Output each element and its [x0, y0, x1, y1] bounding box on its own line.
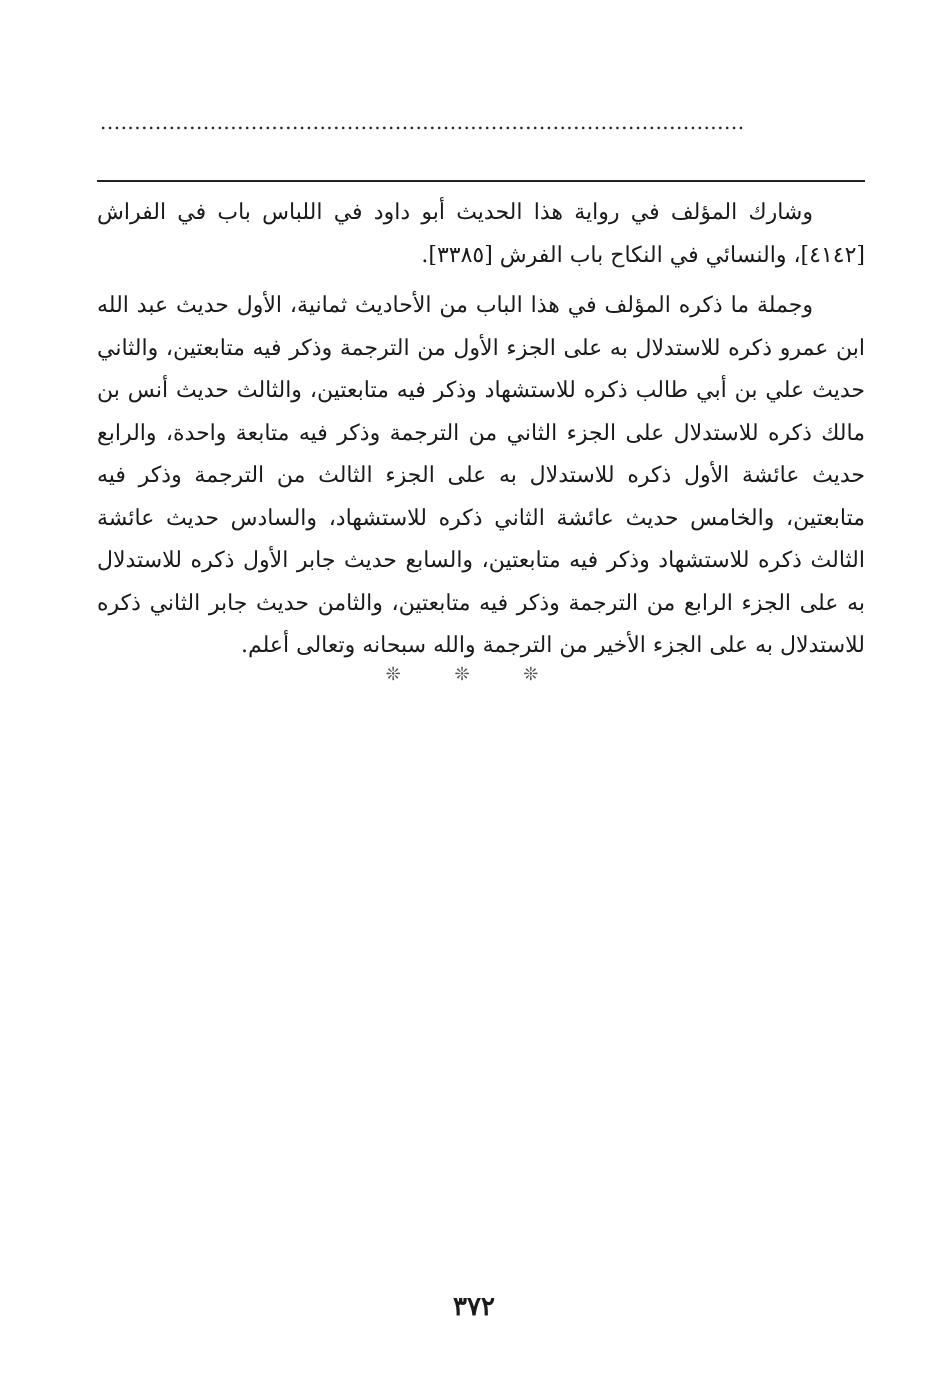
paragraph-2: وجملة ما ذكره المؤلف في هذا الباب من الأحاديث ثمانية، الأول حديث عبد الله ابن عمرو ذكره للاستدلال به على الجزء الأول من الترجمة وذكر فيه متابعتين، والثاني حديث علي بن أبي طالب ذكره للاستشهاد وذكر فيه متابعتين، والثالث حديث أنس بن مالك ذكره للاستدلال على الجزء الثاني من الترجمة وذكر فيه متابعة واحدة، والرابع حديث عائشة الأول ذكره للاستدلال به على الجزء الثالث من الترجمة وذكر فيه متابعتين، والخامس حديث عائشة الثاني ذكره للاستشهاد، والسادس حديث عائشة الثالث ذكره للاستشهاد وذكر فيه متابعتين، والسابع حديث جابر الأول ذكره للاستدلال به على الجزء الرابع من الترجمة وذكر فيه متابعتين، والثامن حديث جابر الثاني ذكره للاستدلال به على الجزء الأخير من الترجمة والله سبحانه وتعالى أعلم.: [97, 293, 865, 658]
horizontal-rule: [97, 180, 865, 182]
leader-dots: ..............................................................................................: [100, 112, 745, 132]
section-separator: ❊ ❊ ❊: [385, 664, 563, 685]
main-text: [97, 192, 865, 668]
page-number: ٣٧٢: [453, 1292, 495, 1322]
paragraph-1: وشارك المؤلف في رواية هذا الحديث أبو داود في اللباس باب في الفراش [٤١٤٢]، والنسائي في النكاح باب الفرش [٣٣٨٥].: [97, 200, 865, 268]
